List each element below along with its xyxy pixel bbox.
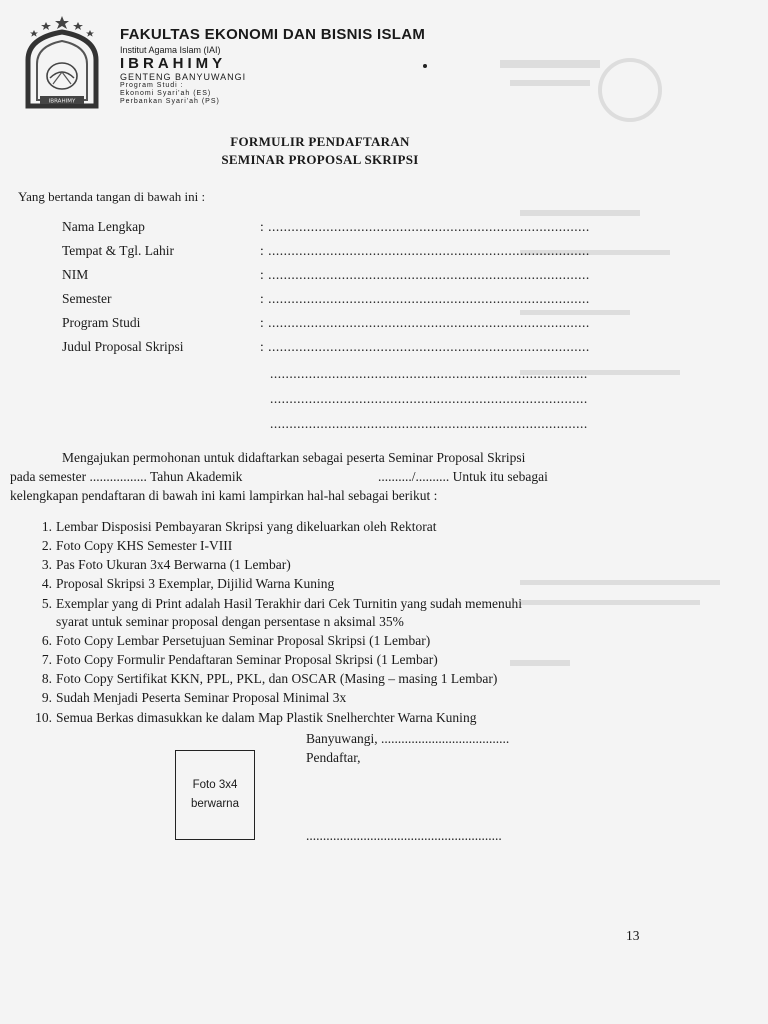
form-title-line2: SEMINAR PROPOSAL SKRIPSI: [221, 152, 419, 167]
field-fill-line: : ...................................................................................: [260, 291, 590, 306]
item-text: Foto Copy Formulir Pendaftaran Seminar Proposal Skripsi (1 Lembar): [56, 652, 438, 667]
request-paragraph-line1: Mengajukan permohonan untuk didaftarkan sebagai peserta Seminar Proposal Skripsi: [62, 450, 526, 465]
field-label: NIM: [62, 267, 89, 282]
form-title-line1: FORMULIR PENDAFTARAN: [230, 134, 410, 149]
item-text: Sudah Menjadi Peserta Seminar Proposal Minimal 3x: [56, 690, 347, 705]
ink-dot: [423, 64, 427, 68]
program-ps: Perbankan Syari'ah (PS): [120, 98, 220, 105]
title-continuation-line: ..................................................................................: [270, 366, 588, 381]
institution-name: IBRAHIMY: [120, 55, 227, 72]
item-number: 6.: [41, 633, 52, 648]
field-fill-line: : ...................................................................................: [260, 219, 590, 234]
field-fill-line: : ...................................................................................: [260, 339, 590, 354]
item-number: 2.: [41, 538, 52, 553]
item-number: 9.: [41, 690, 52, 705]
request-paragraph-line2a: pada semester ................. Tahun Akademik: [10, 469, 243, 484]
item-number: 10.: [35, 710, 52, 725]
logo-caption: IBRAHIMY: [48, 98, 76, 105]
item-text: Pas Foto Ukuran 3x4 Berwarna (1 Lembar): [56, 557, 291, 572]
item-number: 7.: [41, 652, 52, 667]
field-label: Nama Lengkap: [62, 219, 145, 234]
program-label: Program Studi :: [120, 82, 184, 89]
item-number: 1.: [41, 519, 52, 534]
institution-logo: [20, 14, 104, 110]
request-paragraph-line3: kelengkapan pendaftaran di bawah ini kami lampirkan hal-hal sebagai berikut :: [10, 488, 438, 503]
item-number: 5.: [41, 596, 52, 611]
item-text: Exemplar yang di Print adalah Hasil Terakhir dari Cek Turnitin yang sudah memenuhi: [56, 596, 522, 611]
item-text: Semua Berkas dimasukkan ke dalam Map Plastik Snelherchter Warna Kuning: [56, 710, 477, 725]
item-number: 3.: [41, 557, 52, 572]
item-text: Proposal Skripsi 3 Exemplar, Dijilid Warna Kuning: [56, 576, 335, 591]
institution-location: GENTENG BANYUWANGI: [120, 72, 247, 82]
page-number: 13: [626, 928, 640, 943]
photo-box-label: Foto 3x4: [192, 779, 238, 791]
faculty-name: FAKULTAS EKONOMI DAN BISNIS ISLAM: [120, 26, 426, 43]
photo-box-label: berwarna: [191, 798, 239, 810]
request-paragraph-line2b: ........../.......... Untuk itu sebagai: [378, 469, 548, 484]
item-text: Foto Copy KHS Semester I-VIII: [56, 538, 233, 553]
place-date-line: Banyuwangi, ......................................: [306, 731, 510, 746]
field-fill-line: : ...................................................................................: [260, 267, 590, 282]
item-text: Lembar Disposisi Pembayaran Skripsi yang dikeluarkan oleh Rektorat: [56, 519, 437, 534]
letterhead: [120, 26, 425, 106]
field-label: Tempat & Tgl. Lahir: [62, 243, 175, 258]
photo-placeholder-box: [175, 750, 255, 840]
field-label: Program Studi: [62, 315, 141, 330]
field-label: Judul Proposal Skripsi: [62, 339, 184, 354]
field-label: Semester: [62, 291, 112, 306]
signature-line: ..........................................................: [306, 828, 502, 843]
signatory-role: Pendaftar,: [306, 750, 361, 765]
item-text: syarat untuk seminar proposal dengan persentase n aksimal 35%: [56, 614, 404, 629]
intro-text: Yang bertanda tangan di bawah ini :: [18, 189, 206, 204]
item-number: 8.: [41, 671, 52, 686]
field-fill-line: : ...................................................................................: [260, 315, 590, 330]
item-text: Foto Copy Lembar Persetujuan Seminar Proposal Skripsi (1 Lembar): [56, 633, 431, 648]
item-number: 4.: [41, 576, 52, 591]
title-continuation-line: ..................................................................................: [270, 416, 588, 431]
field-fill-line: : ...................................................................................: [260, 243, 590, 258]
title-continuation-line: ..................................................................................: [270, 391, 588, 406]
program-es: Ekonomi Syari'ah (ES): [120, 90, 212, 97]
institute-name: Institut Agama Islam (IAI): [120, 45, 221, 55]
item-text: Foto Copy Sertifikat KKN, PPL, PKL, dan OSCAR (Masing – masing 1 Lembar): [56, 671, 498, 686]
